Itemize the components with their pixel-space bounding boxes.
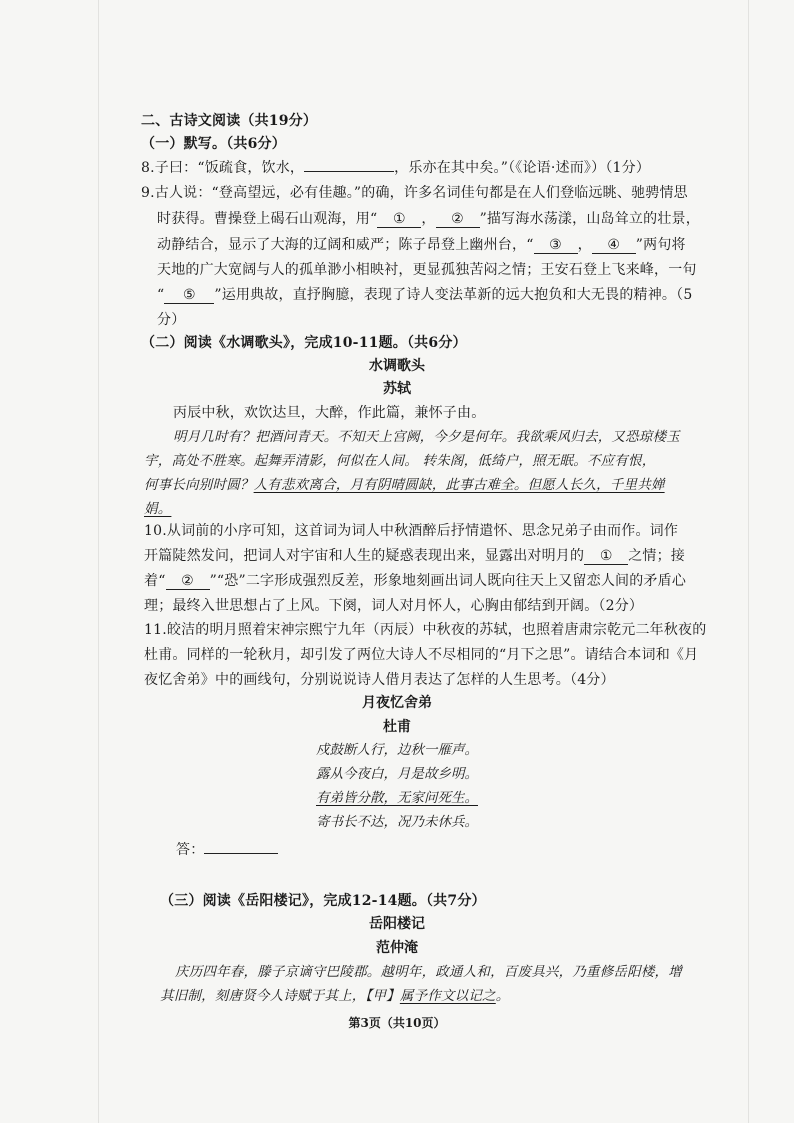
q8-prefix: 8.子曰：“饭疏食，饮水， bbox=[141, 160, 305, 176]
q9-line-6: 分） bbox=[157, 312, 186, 328]
prose-title: 岳阳楼记 bbox=[369, 916, 425, 932]
ci-underlined-text: 娟。 bbox=[144, 501, 172, 517]
q9-blank-1[interactable]: ① bbox=[377, 211, 421, 228]
q11-answer-blank[interactable] bbox=[204, 853, 278, 854]
prose-underlined-text: 属予作文以记之 bbox=[399, 988, 496, 1004]
q11-line-1: 11.皎洁的明月照着宋神宗熙宁九年（丙辰）中秋夜的苏轼，也照着唐肃宗乾元二年秋夜的 bbox=[144, 622, 707, 638]
q9-text: “ bbox=[157, 287, 165, 303]
prose-text: 。 bbox=[495, 988, 510, 1004]
ci-line-4 bbox=[144, 500, 171, 518]
poem-line-1: 戍鼓断人行，边秋一雁声。 bbox=[316, 742, 478, 758]
page-footer: 第3页（共10页） bbox=[348, 1016, 446, 1030]
q10-line-4: 理；最终入世思想占了上风。下阕，词人对月怀人，心胸由郁结到开阔。（2分） bbox=[144, 598, 644, 614]
q9-line-2 bbox=[157, 210, 700, 228]
q9-text: ”描写海水荡漾，山岛耸立的壮景， bbox=[479, 211, 700, 227]
q9-text: ”运用典故，直抒胸臆，表现了诗人变法革新的远大抱负和大无畏的精神。（5 bbox=[214, 287, 693, 303]
q10-text: ”“恐”二字形成强烈反差，形象地刻画出词人既向往天上又留恋人间的矛盾心 bbox=[209, 573, 687, 589]
prose-text: 其旧制，刻唐贤今人诗赋于其上，【甲】 bbox=[160, 988, 400, 1004]
part2-title: （二）阅读《水调歌头》，完成10-11题。（共6分） bbox=[141, 335, 467, 351]
poem-author: 杜甫 bbox=[383, 719, 411, 735]
ci-author: 苏轼 bbox=[383, 381, 411, 397]
q9-line-1: 9.古人说：“登高望远，必有佳趣。”的确，许多名词佳句都是在人们登临远眺、驰骋情思 bbox=[141, 185, 688, 201]
prose-line-1: 庆历四年春，滕子京谪守巴陵郡。越明年，政通人和，百废具兴，乃重修岳阳楼，增 bbox=[175, 964, 682, 980]
part3-title: （三）阅读《岳阳楼记》，完成12-14题。（共7分） bbox=[160, 893, 486, 909]
q11-line-2: 杜甫。同样的一轮秋月，却引发了两位大诗人不尽相同的“月下之思”。请结合本词和《月 bbox=[144, 647, 699, 663]
ci-line-2: 宇，高处不胜寒。起舞弄清影，何似在人间。 转朱阁，低绮户，照无眠。不应有恨， bbox=[144, 453, 656, 469]
q9-line-4: 天地的广大宽阔与人的孤单渺小相映衬，更显孤独苦闷之情；王安石登上飞来峰，一句 bbox=[157, 262, 697, 278]
poem-line-2: 露从今夜白，月是故乡明。 bbox=[316, 766, 478, 782]
q10-text: 着“ bbox=[144, 573, 166, 589]
q9-line-3 bbox=[157, 236, 686, 254]
q10-line-2 bbox=[144, 547, 685, 565]
poem-line-4: 寄书长不达，况乃未休兵。 bbox=[316, 814, 478, 830]
q9-blank-5[interactable]: ⑤ bbox=[164, 287, 214, 304]
ci-title: 水调歌头 bbox=[369, 358, 425, 374]
ci-underlined-text: 人有悲欢离合，月有阴晴圆缺，此事古难全。但愿人长久，千里共婵 bbox=[253, 477, 665, 493]
q9-text: 时获得。曹操登上碣石山观海，用“ bbox=[157, 211, 378, 227]
q10-text: 开篇陡然发问，把词人对宇宙和人生的疑惑表现出来，显露出对明月的 bbox=[144, 548, 585, 564]
ci-text: 何事长向别时圆？ bbox=[144, 477, 254, 493]
q8-suffix: ，乐亦在其中矣。”（《论语·述而》）（1分） bbox=[394, 160, 651, 176]
answer-line bbox=[176, 841, 278, 859]
q9-text: 动静结合，显示了大海的辽阔和威严；陈子昂登上幽州台，“ bbox=[157, 237, 534, 253]
prose-author: 范仲淹 bbox=[376, 940, 418, 956]
answer-label: 答： bbox=[176, 842, 205, 858]
q10-blank-2[interactable]: ② bbox=[166, 573, 210, 590]
q9-text: ， bbox=[421, 211, 436, 227]
section-title: 二、古诗文阅读（共19分） bbox=[141, 113, 318, 129]
part1-title: （一）默写。（共6分） bbox=[141, 136, 286, 152]
ci-line-1: 明月几时有？把酒问青天。不知天上宫阙，今夕是何年。我欲乘风归去，又恐琼楼玉 bbox=[173, 429, 680, 445]
question-8 bbox=[141, 159, 650, 177]
q9-blank-2[interactable]: ② bbox=[436, 211, 480, 228]
q9-line-5 bbox=[157, 286, 692, 304]
q11-line-3: 夜忆舍弟》中的画线句，分别说说诗人借月表达了怎样的人生思考。（4分） bbox=[144, 672, 615, 688]
q9-blank-4[interactable]: ④ bbox=[592, 237, 636, 254]
q10-blank-1[interactable]: ① bbox=[584, 548, 628, 565]
poem-title: 月夜忆舍弟 bbox=[362, 695, 432, 711]
poem-underlined-line: 有弟皆分散，无家问死生。 bbox=[316, 790, 478, 806]
q8-answer-blank[interactable] bbox=[304, 171, 394, 172]
poem-line-3 bbox=[0, 789, 794, 807]
ci-line-3 bbox=[144, 476, 665, 494]
prose-line-2 bbox=[160, 987, 509, 1005]
ci-preface: 丙辰中秋，欢饮达旦，大醉，作此篇，兼怀子由。 bbox=[173, 405, 486, 421]
q10-line-3 bbox=[144, 572, 686, 590]
q10-line-1: 10.从词前的小序可知，这首词为词人中秋酒醉后抒情遣怀、思念兄弟子由而作。词作 bbox=[144, 523, 679, 539]
q9-text: ”两句将 bbox=[635, 237, 686, 253]
q9-blank-3[interactable]: ③ bbox=[534, 237, 578, 254]
q9-text: ， bbox=[577, 237, 592, 253]
q10-text: 之情；接 bbox=[628, 548, 686, 564]
